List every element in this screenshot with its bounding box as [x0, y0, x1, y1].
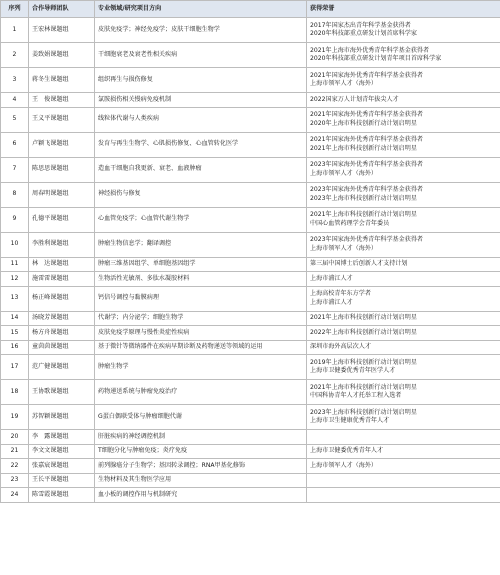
row-index: 8: [1, 182, 29, 207]
honors-cell: [307, 488, 500, 503]
honors-cell: [307, 430, 500, 445]
honors-cell: [307, 473, 500, 488]
row-index: 6: [1, 132, 29, 157]
row-index: 12: [1, 272, 29, 287]
honor-item: 2023年上海市科技创新行动计划启明星: [310, 194, 417, 202]
honors-cell: [307, 286, 500, 311]
honor-item: 2021年上海市海外优秀青年科学基金获得者: [310, 46, 430, 54]
row-index: 21: [1, 444, 29, 459]
honors-cell: [307, 444, 500, 459]
research-field: 基于微针等微纳器件在疾病早期诊断及药物递送等领域的运用: [95, 340, 307, 355]
honors-cell: [307, 93, 500, 108]
row-index: 5: [1, 107, 29, 132]
team-name: 李 露课题组: [29, 430, 95, 445]
honors-cell: [307, 459, 500, 474]
research-field: 心血管免疫学；心血管代谢生物学: [95, 207, 307, 232]
table-row: [1, 286, 500, 311]
research-field: 钙信号调控与黏膜病理: [95, 286, 307, 311]
row-index: 11: [1, 257, 29, 272]
team-name: 陈雪霞课题组: [29, 488, 95, 503]
header-index: 序列: [1, 1, 29, 18]
team-name: 李文文课题组: [29, 444, 95, 459]
research-field: 造血干细胞自我更新、衰老、血液肿瘤: [95, 157, 307, 182]
honors-cell: [307, 68, 500, 93]
research-field: 肝脏疾病的神经调控机制: [95, 430, 307, 445]
team-name: 汤晓芳课题组: [29, 311, 95, 326]
honor-item: 2021年上海市科技创新行动计划启明星: [310, 314, 417, 322]
row-index: 18: [1, 380, 29, 405]
research-field: 干细胞衰老及衰老性相关疾病: [95, 43, 307, 68]
honor-item: 2023年国家海外优秀青年科学基金获得者: [310, 186, 424, 194]
honors-cell: [307, 132, 500, 157]
team-name: 杨正峰课题组: [29, 286, 95, 311]
team-name: 林 达课题组: [29, 257, 95, 272]
research-field: 药物递送系统与肿瘤免疫治疗: [95, 380, 307, 405]
honor-item: 上海市浦江人才: [310, 298, 353, 306]
row-index: 14: [1, 311, 29, 326]
honor-item: 2017年国家杰出青年科学基金获得者: [310, 21, 411, 29]
table-row: [1, 473, 500, 488]
row-index: 16: [1, 340, 29, 355]
team-name: 施雷雷课题组: [29, 272, 95, 287]
honor-item: 2021年国家海外优秀青年科学基金获得者: [310, 136, 424, 144]
honor-item: 第三届中国博士后创新人才支持计划: [310, 260, 408, 268]
table-row: [1, 430, 500, 445]
honor-item: 上海市卫生健康优秀青年人才: [310, 417, 390, 424]
honors-cell: [307, 326, 500, 341]
honor-item: 上海高校青年东方学者: [310, 290, 371, 298]
honors-cell: [307, 380, 500, 405]
honor-item: 中国心血管药理学会青年委员: [310, 219, 390, 227]
table-header-row: [1, 1, 500, 18]
honor-item: 上海市领军人才（海外）: [310, 169, 378, 177]
research-field: 发育与再生生物学、心肌损伤修复、心血管转化医学: [95, 132, 307, 157]
research-field: 血小板的调控作用与机制研究: [95, 488, 307, 503]
table-row: [1, 340, 500, 355]
team-name: 杨方舟课题组: [29, 326, 95, 341]
honors-cell: [307, 257, 500, 272]
table-row: [1, 207, 500, 232]
honors-cell: [307, 355, 500, 380]
table-row: [1, 380, 500, 405]
honor-item: 2022国家万人计划青年拔尖人才: [310, 95, 399, 103]
honor-item: 2019年上海市科技创新行动计划启明星: [310, 358, 417, 366]
honors-cell: [307, 405, 500, 430]
research-field: 生物材料及其生物医学应用: [95, 473, 307, 488]
honor-item: 2020年科技部重点研发计划青年项目首席科学家: [310, 55, 442, 62]
header-field: 专业领域/研究项目方向: [95, 1, 307, 18]
team-name: 陈思思课题组: [29, 157, 95, 182]
team-name: 王长平课题组: [29, 473, 95, 488]
team-name: 姜致娟课题组: [29, 43, 95, 68]
row-index: 9: [1, 207, 29, 232]
table-body: [1, 18, 500, 503]
team-name: 王义平课题组: [29, 107, 95, 132]
honor-item: 上海市卫健委优秀青年人才: [310, 447, 384, 455]
honors-cell: [307, 182, 500, 207]
research-field: T细胞分化与肿瘤免疫；炎疗免疫: [95, 444, 307, 459]
row-index: 20: [1, 430, 29, 445]
table-row: [1, 93, 500, 108]
row-index: 19: [1, 405, 29, 430]
table-row: [1, 18, 500, 43]
honors-cell: [307, 43, 500, 68]
honor-item: 2022年上海市科技创新行动计划启明星: [310, 328, 417, 336]
table-row: [1, 355, 500, 380]
header-honors: 获得荣誉: [307, 1, 500, 18]
row-index: 3: [1, 68, 29, 93]
honor-item: 2023年国家海外优秀青年科学基金获得者: [310, 236, 424, 244]
research-field: 代谢学；内分泌学；细胞生物学: [95, 311, 307, 326]
honor-item: 中国科协青年人才托举工程入选者: [310, 392, 402, 399]
row-index: 1: [1, 18, 29, 43]
row-index: 22: [1, 459, 29, 474]
row-index: 2: [1, 43, 29, 68]
honor-item: 上海市领军人才（海外）: [310, 80, 378, 87]
team-name: 李胜利课题组: [29, 232, 95, 257]
honors-cell: [307, 272, 500, 287]
table-row: [1, 257, 500, 272]
honors-cell: [307, 157, 500, 182]
table-row: [1, 107, 500, 132]
research-field: 皮肤免疫学原理与慢性炎症性疾病: [95, 326, 307, 341]
team-name: 孔德平课题组: [29, 207, 95, 232]
honor-item: 2021年国家海外优秀青年科学基金获得者: [310, 111, 424, 119]
table-row: [1, 68, 500, 93]
row-index: 17: [1, 355, 29, 380]
research-field: 皮肤免疫学；神经免疫学；皮肤干细胞生物学: [95, 18, 307, 43]
honor-item: 深圳市海外高层次人才: [310, 343, 371, 351]
research-field: 神经损伤与修复: [95, 182, 307, 207]
research-field: G蛋白偶联受体与肿瘤细胞代谢: [95, 405, 307, 430]
honor-item: 上海市领军人才（海外）: [310, 461, 378, 469]
team-name: 张嘉宸课题组: [29, 459, 95, 474]
header-team: 合作导师团队: [29, 1, 95, 18]
honors-cell: [307, 311, 500, 326]
honor-item: 2020年科技部重点研发计划首席科学家: [310, 30, 417, 37]
honors-cell: [307, 18, 500, 43]
team-name: 苏智颖课题组: [29, 405, 95, 430]
row-index: 23: [1, 473, 29, 488]
honor-item: 2021年国家海外优秀青年科学基金获得者: [310, 71, 424, 79]
honor-item: 2021年上海市科技创新行动计划启明星: [310, 383, 417, 391]
table-row: [1, 326, 500, 341]
research-field: 线粒体代谢与人类疾病: [95, 107, 307, 132]
row-index: 10: [1, 232, 29, 257]
honors-cell: [307, 107, 500, 132]
table-row: [1, 444, 500, 459]
table-row: [1, 272, 500, 287]
row-index: 24: [1, 488, 29, 503]
research-field: 肿瘤生物信息学；翻译调控: [95, 232, 307, 257]
row-index: 7: [1, 157, 29, 182]
team-name: 王宏林课题组: [29, 18, 95, 43]
team-name: 童茵茵课题组: [29, 340, 95, 355]
table-row: [1, 459, 500, 474]
row-index: 15: [1, 326, 29, 341]
row-index: 4: [1, 93, 29, 108]
row-index: 13: [1, 286, 29, 311]
table-row: [1, 488, 500, 503]
honor-item: 上海市卫健委优秀青年医学人才: [310, 367, 396, 374]
honor-item: 上海市领军人才（海外）: [310, 244, 378, 252]
table-row: [1, 157, 500, 182]
research-field: 氯胺损伤相关慢病免疫机制: [95, 93, 307, 108]
table-row: [1, 132, 500, 157]
team-name: 王协歌课题组: [29, 380, 95, 405]
research-field: 生物活性光敏剂、多肽水凝胶材料: [95, 272, 307, 287]
honor-item: 2021年上海市科技创新行动计划启明星: [310, 144, 417, 152]
team-name: 范广健课题组: [29, 355, 95, 380]
honor-item: 2023年国家海外优秀青年科学基金获得者: [310, 161, 424, 169]
research-field: 肿瘤生物学: [95, 355, 307, 380]
research-field: 肿瘤三维基因组学、单细胞基因组学: [95, 257, 307, 272]
honor-item: 2023年上海市科技创新行动计划启明星: [310, 408, 417, 416]
honors-cell: [307, 340, 500, 355]
table-row: [1, 43, 500, 68]
honors-cell: [307, 207, 500, 232]
honor-item: 2021年上海市科技创新行动计划启明星: [310, 211, 417, 219]
honor-item: 上海市浦江人才: [310, 274, 353, 282]
table-row: [1, 405, 500, 430]
table-row: [1, 232, 500, 257]
table-row: [1, 311, 500, 326]
team-name: 周春明课题组: [29, 182, 95, 207]
table-row: [1, 182, 500, 207]
honor-item: 2020年上海市科技创新行动计划启明星: [310, 119, 417, 127]
team-name: 王 俊课题组: [29, 93, 95, 108]
research-field: 组织再生与损伤修复: [95, 68, 307, 93]
research-field: 前列腺癌分子生物学；基因转录调控；RNA甲基化修饰: [95, 459, 307, 474]
honors-cell: [307, 232, 500, 257]
team-name: 蒋冬生课题组: [29, 68, 95, 93]
team-name: 卢颖飞课题组: [29, 132, 95, 157]
